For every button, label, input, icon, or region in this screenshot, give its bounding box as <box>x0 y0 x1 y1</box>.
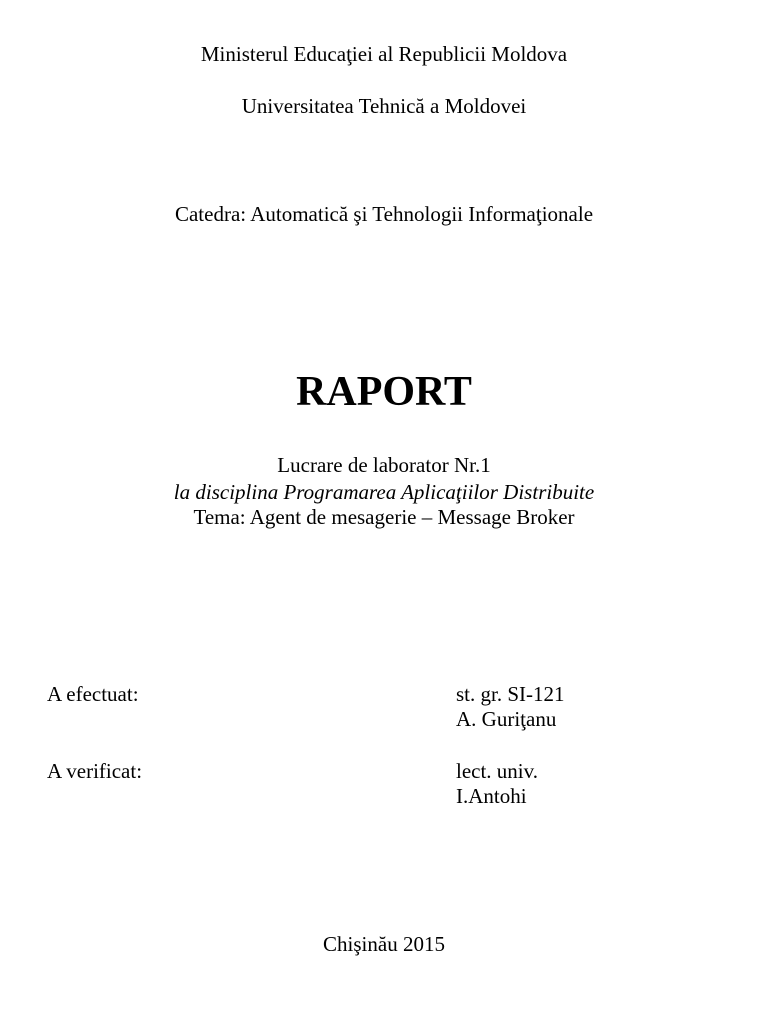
student-group: st. gr. SI-121 <box>456 682 565 706</box>
lab-topic: Tema: Agent de mesagerie – Message Broker <box>193 505 575 529</box>
performed-by-label: A efectuat: <box>47 682 139 706</box>
city-and-year: Chişinău 2015 <box>323 932 445 956</box>
teacher-name: I.Antohi <box>456 784 527 808</box>
teacher-title: lect. univ. <box>456 759 539 783</box>
discipline-name: la disciplina Programarea Aplicaţiilor Distribuite <box>173 480 595 504</box>
chair-name: Catedra: Automatică şi Tehnologii Informaţionale <box>174 202 594 226</box>
verified-by-label: A verificat: <box>47 759 143 783</box>
lab-work-number: Lucrare de laborator Nr.1 <box>277 453 491 477</box>
university-name: Universitatea Tehnică a Moldovei <box>241 94 527 118</box>
report-title: RAPORT <box>296 369 472 415</box>
ministry-name: Ministerul Educaţiei al Republicii Moldova <box>200 42 568 66</box>
student-name: A. Guriţanu <box>456 707 557 731</box>
